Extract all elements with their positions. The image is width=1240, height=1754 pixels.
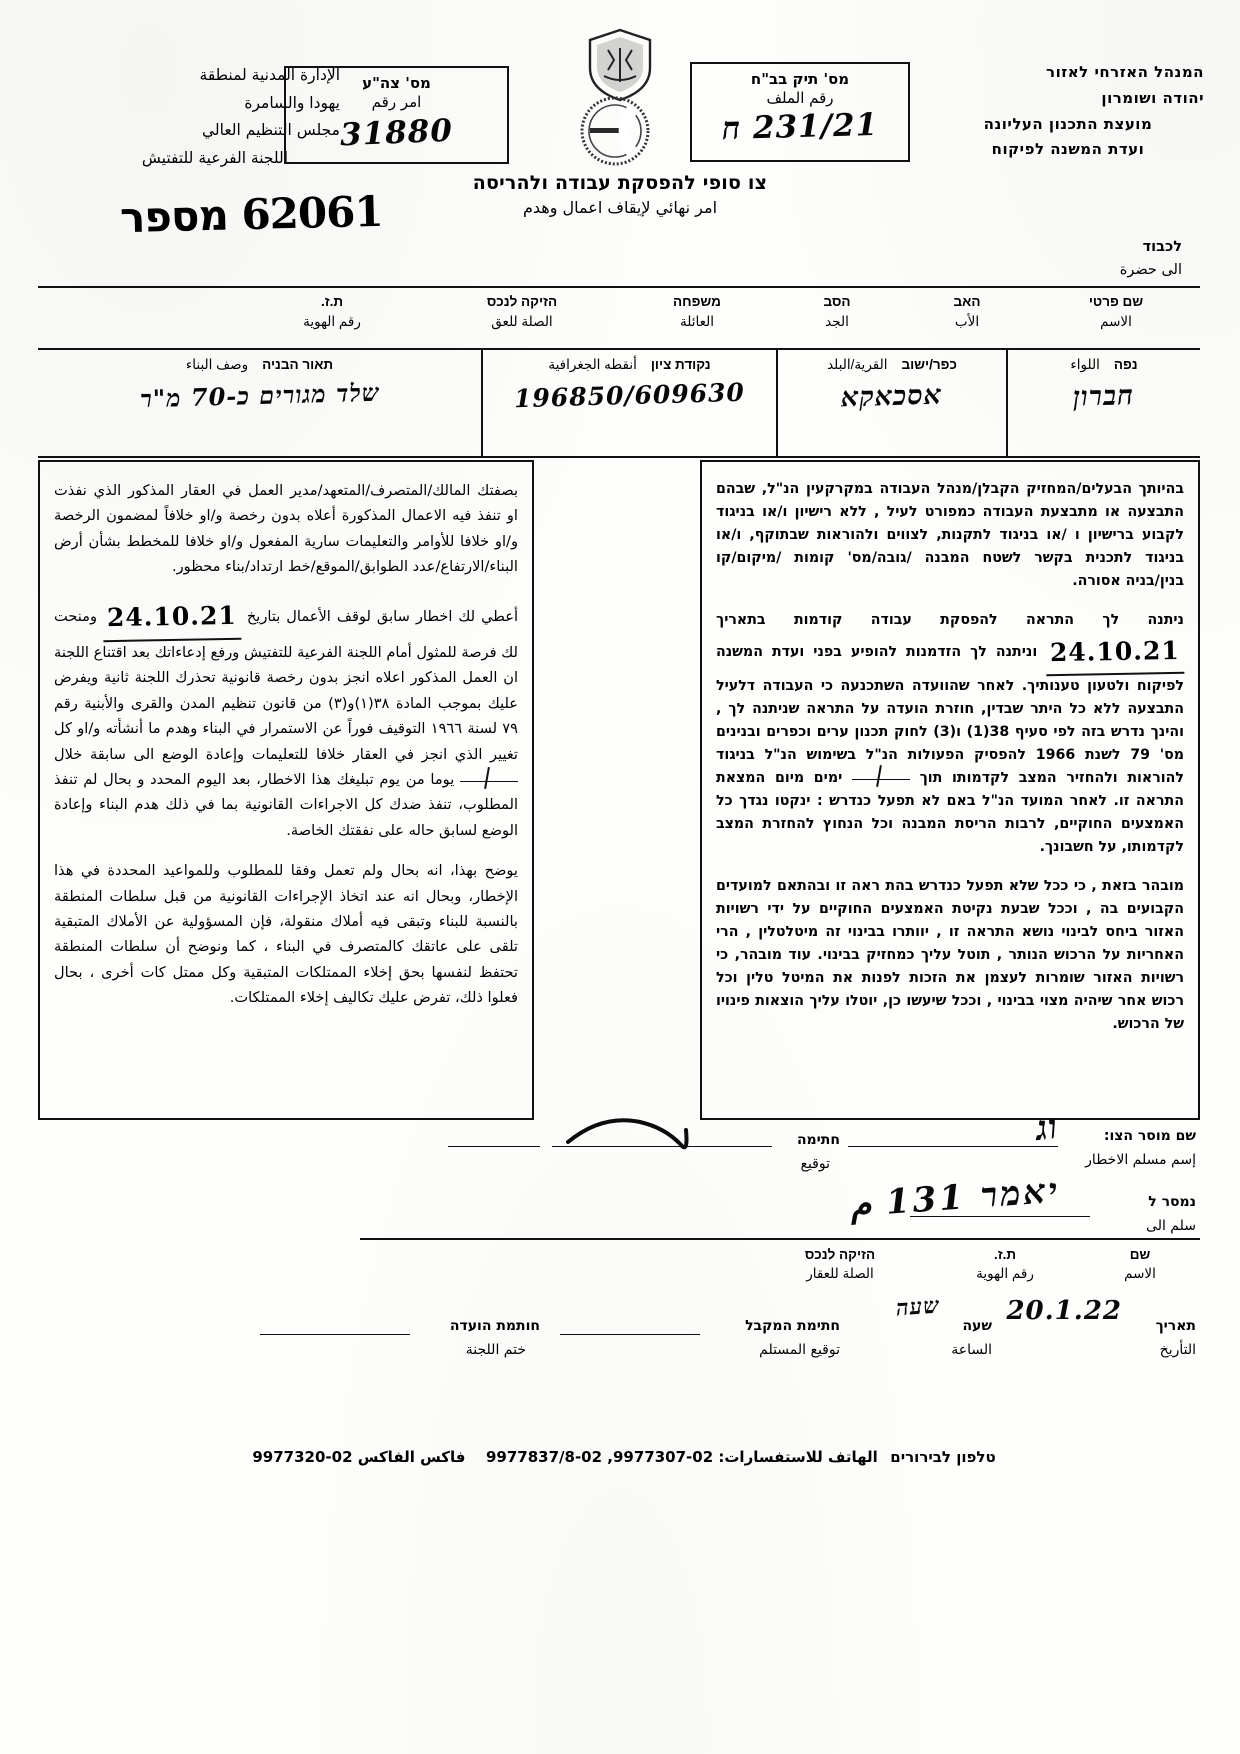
- delivered-to-handwriting: יאמר 131 م: [848, 1170, 1062, 1226]
- location-table-grid: [38, 348, 1200, 458]
- col-grandfather-ar: الجد: [825, 313, 849, 329]
- person-details-table: [38, 286, 1200, 331]
- hebrew-p2-pre: ניתנה לך התראה להפסקת עבודה קודמות בתאריך: [716, 612, 1184, 628]
- state-emblem-icon: [584, 28, 656, 102]
- footer-phone: الهاتف للاستفسارات: 02-9977307, 02-9977837/8: [485, 1448, 878, 1466]
- authority-line-2: יהודה ושומרון: [1101, 88, 1204, 107]
- delivered-to-label-he: נמסר ל: [1148, 1194, 1196, 1210]
- cell-district: [1008, 350, 1200, 456]
- footer-fax: فاكس الفاكس 02-9977320: [252, 1448, 466, 1466]
- authority-ar-line-4: اللجنة الفرعية للتفتيش: [141, 148, 289, 167]
- col-father-he: האב: [953, 294, 981, 310]
- authority-line-4: ועדת המשנה לפיקוח: [991, 140, 1145, 159]
- coordinates-value: 196850/609630: [513, 377, 746, 414]
- delivered-table-header-row: [360, 1240, 1200, 1283]
- date-label-he: תאריך: [1155, 1318, 1196, 1334]
- file-number-box: [690, 62, 910, 162]
- authority-ar-line-3: مجلس التنظيم العالي: [201, 121, 340, 140]
- hour-label-he: שעה: [962, 1318, 992, 1334]
- delivered-col-id: [930, 1245, 1080, 1283]
- order-giver-line: [848, 1146, 1058, 1147]
- days-blank-hebrew: [852, 779, 910, 780]
- hour-label-ar: الساعة: [951, 1342, 992, 1358]
- order-number-value: 31880: [339, 112, 454, 154]
- delivered-col-relation-he: הזיקה לנכס: [804, 1247, 876, 1263]
- signature-label-ar: توقيع: [800, 1156, 830, 1172]
- location-details-table: [38, 348, 1200, 458]
- col-relation: [422, 292, 622, 330]
- delivered-col-id-he: ת.ז.: [993, 1247, 1017, 1263]
- delivered-col-name-he: שם: [1129, 1247, 1151, 1263]
- committee-seal-line: [260, 1334, 410, 1335]
- signature-extra-line: [448, 1146, 540, 1147]
- arabic-paragraph-3: يوضح بهذا، انه بحال ولم تعمل وفقا للمطلوب وللمواعيد المحددة في هذا الإخطار، وبحال انه عند اتخاذ الإجراءات القانونية من قبل سلطات المنطقة بالنسبة للبناء وتبقى فيه أملاك منقولة، فإن المسؤولية عن الأملاك المتبقية تلقى على عاتقك كالمتصرف في البناء ، كما ونوضح أن سلطات المنطقة تحتفظ لنفسها بحق إخلاء الممتلكات المتبقية وكل ممتل كات أخرى ، بحال فعلوا ذلك، تفرض عليك تكاليف إخلاء الممتلكات.: [54, 862, 518, 1007]
- col-father: [902, 292, 1032, 330]
- coordinates-label-he: נקודת ציון: [650, 357, 711, 372]
- col-first-name-ar: الاسم: [1100, 313, 1132, 329]
- addressee-arabic: الى حضرة: [1119, 262, 1182, 279]
- col-father-ar: الأب: [954, 313, 980, 329]
- document-title-arabic: امر نهائي لإيقاف اعمال وهدم: [522, 198, 718, 217]
- receiver-sign-label-he: חתימת המקבל: [745, 1318, 840, 1334]
- building-desc-label-ar: وصف البناء: [185, 357, 249, 372]
- authority-line-1: המנהל האזרחי לאזור: [1046, 63, 1204, 81]
- date-label-ar: التأريخ: [1159, 1342, 1196, 1358]
- village-label-he: כפר/ישוב: [901, 357, 957, 372]
- footer-contact: [0, 1448, 1240, 1467]
- cell-coordinates: [483, 350, 778, 456]
- arabic-warning-date: 24.10.21: [103, 593, 242, 641]
- person-table-header-row: [38, 288, 1200, 330]
- authority-line-3: מועצת התכנון העליונה: [983, 114, 1153, 133]
- authority-ar-line-1: الإدارة المدنية لمنطقة: [199, 66, 340, 84]
- col-id-ar: رقم الهوية: [303, 313, 361, 329]
- handwritten-signature-icon: [562, 1106, 762, 1154]
- committee-seal-label-ar: ختم اللجنة: [465, 1342, 526, 1358]
- col-grandfather: [772, 292, 902, 330]
- col-family: [622, 292, 772, 330]
- hebrew-body-box: [700, 460, 1200, 1120]
- arabic-paragraph-1: بصفتك المالك/المتصرف/المتعهد/مدير العمل في العقار المذكور الذي نفذت او تنفذ فيه الاعمال المذكورة أعلاه بدون رخصة و/او خلافاً لمضمون الرخصة و/او خلافا للأوامر والتعليمات سارية المفعول و/او خلافا للمخطط بشأن أرض البناء/الارتفاع/عدد الطوابق/الموقع/خط ارتداد/بناء محظور.: [54, 482, 518, 576]
- round-stamp-icon: [576, 92, 654, 170]
- col-grandfather-he: הסב: [823, 294, 851, 310]
- serial-number-label: מספר: [119, 190, 229, 243]
- authority-ar-line-2: يهودا والسامرة: [244, 93, 340, 112]
- cell-village: [778, 350, 1008, 456]
- arabic-p2-days: يوما من يوم تبليغك هذا الاخطار، بعد اليوم المحدد و بحال لم تنفذ المطلوب، تنفذ ضدك كل الاجراءات القانونية بما في ذلك هدم البناء وإعادة الوضع لسابق حاله على نفقتك الخاصة.: [54, 771, 518, 839]
- col-first-name: [1032, 292, 1200, 330]
- date-value: 20.1.22: [1006, 1296, 1122, 1326]
- hebrew-p2-days: ימים מיום המצאת התראה זו. לאחר המועד הנ"ל באם לא תפעל כנדרש : ינקטו נגדך כל האמצעים החוקיים, לרבות הריסת המבנה וכל הנחוץ להחזרת המצב לקדמותו, על חשבונך.: [716, 769, 1184, 855]
- delivered-to-label-ar: سلم الى: [1146, 1218, 1196, 1234]
- col-id: [242, 292, 422, 330]
- arabic-body-box: [38, 460, 534, 1120]
- col-id-he: ת.ז.: [320, 294, 344, 310]
- file-number-value: 231/21 ח: [721, 106, 879, 148]
- arabic-p2-rest: ومنحت لك فرصة للمثول أمام اللجنة الفرعية للتفتيش ورفع إدعاءاتك بعد اقتناع اللجنة ان العمل المذكور اعلاه انجز بدون رخصة قانونية تحذرك اللجنة ثانية ويفرض عليك بموجب المادة ٣٨(١)و(٣) من قانون تنظيم المدن والقرى والأبنية رقم ٧٩ لسنة ١٩٦٦ التوقيف فوراً عن الاستمرار في البناء وهدم ما أنشأته و/او كل تغيير الذي انجز في العقار خلافا للتعليمات وإعادة الوضع الى سابقة خلال: [54, 607, 518, 763]
- hebrew-p2-rest: וניתנה לך הזדמנות להופיע בפני ועדת המשנה לפיקוח ולטעון טענותיך. לאחר שהוועדה השתכנעה כי העבודה דלעיל התבצעה ללא כל היתר שבדין, חוזרת הועדה על התראה שניתנה לך , והינך נדרש בזה לפי סעיף 38(1) ו(3) לחוק תכנון ערים וכפרים ובנינים מס' 79 לשנת 1966 להפסיק הפעולות הנ"ל בשימוש הנ"ל בניגוד להוראות ולהחזיר המצב לקדמותו תוך: [716, 644, 1185, 786]
- col-family-he: משפחה: [673, 294, 721, 310]
- col-relation-ar: الصلة للعق: [491, 313, 553, 329]
- delivered-col-name: [1080, 1245, 1200, 1283]
- serial-number-stamp: [119, 187, 383, 242]
- village-value: אסכאקא: [841, 379, 943, 414]
- order-giver-label-he: שם מוסר הצו:: [1103, 1128, 1196, 1144]
- building-desc-value: שלד מגורים כ-70 מ"ר: [139, 377, 380, 414]
- delivered-col-name-ar: الاسم: [1124, 1266, 1156, 1282]
- order-number-box: [284, 66, 509, 164]
- hebrew-warning-date: 24.10.21: [1046, 631, 1185, 676]
- building-desc-label-he: תאור הבניה: [262, 357, 334, 372]
- receiver-sign-label-ar: توقيع المستلم: [759, 1342, 840, 1358]
- col-relation-he: הזיקה לנכס: [486, 294, 558, 310]
- village-label-ar: القرية/البلد: [827, 357, 888, 372]
- addressee-block: [1120, 236, 1182, 282]
- receiver-sign-line: [560, 1334, 700, 1335]
- arabic-paragraph-2: [54, 595, 518, 844]
- hour-value: שעה: [895, 1292, 941, 1322]
- arabic-p2-pre: أعطي لك اخطار سابق لوقف الأعمال بتاريخ: [246, 607, 519, 625]
- district-label-he: נפה: [1113, 357, 1138, 372]
- district-value: חברון: [1073, 380, 1135, 413]
- addressee-hebrew: לכבוד: [1142, 239, 1182, 255]
- days-blank-arabic: [460, 781, 518, 782]
- committee-seal-label-he: חותמת הועדה: [449, 1318, 540, 1334]
- order-number-label-ar: امر رقم: [371, 93, 422, 111]
- serial-number-value: 62061: [240, 186, 384, 240]
- signature-label-he: חתימה: [796, 1132, 840, 1148]
- coordinates-label-ar: أنقطه الجغرافية: [548, 357, 637, 372]
- hebrew-paragraph-3: מובהר בזאת , כי ככל שלא תפעל כנדרש בהת ראה זו ובהתאם למועדים הקבועים בה , וככל שבעת נקיטת האמצעים החוקיים על ידי רשויות האזור ביחס לבינוי נושא התראה זו , יוותרו בבינוי זה מיטלטלין , הרי האחריות על הרכוש הנותר , תוטל עליך כמחזיק בבינוי. עוד מובהר, כי רשויות האזור שומרות לעצמן את הזכות לפנות את המיטל טלין וכל רכוש אחר שיהיה מצוי בבינוי , וככל שיעשו כן, יוטלו עליך הוצאות פינויו של הרכוש.: [716, 877, 1184, 1032]
- district-label-ar: اللواء: [1070, 357, 1100, 372]
- hebrew-paragraph-2: [716, 609, 1184, 859]
- document-title-hebrew: צו סופי להפסקת עבודה ולהריסה: [472, 172, 768, 194]
- file-number-label-ar: رقم الملف: [766, 89, 834, 107]
- authority-header-hebrew: [932, 60, 1204, 163]
- delivered-col-id-ar: رقم الهوية: [976, 1266, 1034, 1282]
- file-number-label-he: מס' תיק בב"ח: [750, 70, 850, 88]
- order-number-label-he: מס' צה"ע: [362, 74, 431, 92]
- delivered-col-relation: [750, 1245, 930, 1283]
- hebrew-paragraph-1: בהיותך הבעלים/המחזיק הקבלן/מנהל העבודה במקרקעין הנ"ל, שבהם התבצעה או מתבצעת העבודה כמפורט לעיל , ללא רישיון ו/או בניגוד לקבוע ברישיון ו /או בניגוד לתקנות, לצווים ולהוראות שבתוקף, ו/או בניגוד לתכנית בקשר לשטח המבנה /גובה/מס' קומות /מיקום/קו בנין/בניה אסורה.: [716, 481, 1184, 589]
- cell-building-description: [38, 350, 483, 456]
- col-family-ar: العائلة: [680, 313, 714, 329]
- col-first-name-he: שם פרטי: [1088, 294, 1144, 310]
- order-giver-signature: וג: [1034, 1106, 1061, 1150]
- order-giver-label-ar: إسم مسلم الاخطار: [1085, 1152, 1196, 1168]
- delivered-col-relation-ar: الصلة للعقار: [806, 1266, 874, 1282]
- footer-hebrew: טלפון לבירורים: [890, 1448, 996, 1466]
- delivered-details-table: [360, 1238, 1200, 1284]
